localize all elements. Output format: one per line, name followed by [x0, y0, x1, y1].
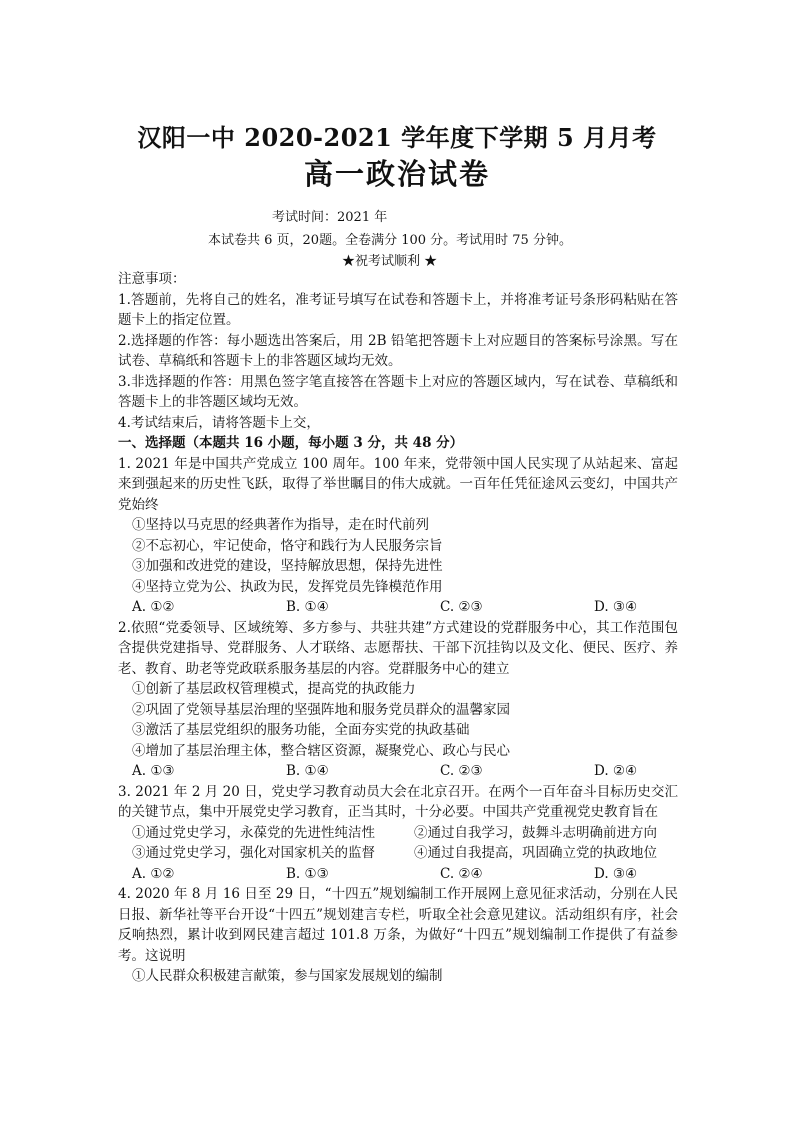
choice-d: D. ③④: [594, 599, 638, 615]
choice-c: C. ②④: [440, 865, 483, 882]
choice-b: B. ①④: [286, 599, 329, 615]
exam-subject-title: 高一政治试卷: [303, 157, 490, 191]
statement-option: ②通过自我学习，鼓舞斗志明确前进方向: [414, 824, 657, 841]
statement-option: ③加强和改进党的建设，坚持解放思想，保持先进性: [132, 558, 443, 574]
choice-b: B. ①③: [286, 865, 329, 882]
question-stem: 2.依照“党委领导、区域统筹、多方参与、共驻共建”方式建设的党群服务中心，其工作范围包含提供党建指导、党群服务、人才联络、志愿帮扶、干部下沉挂钩以及文化、便民、医疗、养老、教育、助老等党政联系服务基层的内容。党群服务中心的建立: [118, 619, 678, 677]
question-1: [118, 454, 678, 618]
choice-a: A. ①②: [132, 599, 175, 615]
statement-option: ④坚持立党为公、执政为民，发挥党员先锋模范作用: [132, 578, 443, 595]
choice-b: B. ①④: [286, 763, 329, 779]
question-stem: 1. 2021 年是中国共产党成立 100 周年。100 年来，党带领中国人民实现了从站起来、富起来到强起来的历史性飞跃，取得了举世瞩目的伟大成就。一百年任凭征途风云变幻，中国共产党始终: [118, 455, 678, 513]
choice-d: D. ③④: [594, 865, 638, 882]
answer-choices: [118, 761, 678, 782]
statement-option: ②不忘初心，牢记使命，恪守和践行为人民服务宗旨: [132, 537, 443, 554]
exam-title: 汉阳一中 2020-2021 学年度下学期 5 月月考: [137, 123, 657, 152]
question-4: [118, 884, 678, 987]
statement-option: ③激活了基层党组织的服务功能，全面夯实党的执政基础: [132, 722, 470, 738]
exam-wish: ★祝考试顺利 ★: [342, 254, 438, 269]
choice-a: A. ①②: [132, 865, 175, 882]
statement-option: ①坚持以马克思的经典著作为指导，走在时代前列: [132, 517, 429, 533]
statement-option-row: [118, 843, 678, 864]
choice-d: D. ②④: [594, 763, 638, 779]
note-item: 4.考试结束后，请将答题卡上交，: [118, 414, 320, 431]
exam-time: 考试时间：2021 年: [272, 210, 388, 225]
question-3: [118, 782, 678, 885]
question-2: [118, 618, 678, 782]
statement-option: ②巩固了党领导基层治理的坚强阵地和服务党员群众的温馨家园: [132, 701, 510, 718]
statement-option-row: [118, 823, 678, 844]
question-stem: 3. 2021 年 2 月 20 日，党史学习教育动员大会在北京召开。在两个一百年奋斗目标历史交汇的关键节点，集中开展党史学习教育，正当其时，十分必要。中国共产党重视党史教育旨在: [118, 783, 678, 820]
answer-choices: [118, 864, 678, 885]
section-heading: 一、选择题（本题共 16 小题，每小题 3 分，共 48 分）: [118, 435, 464, 451]
statement-option: ①通过党史学习，永葆党的先进性纯洁性: [132, 824, 375, 841]
notes-heading: 注意事项：: [118, 271, 186, 287]
question-stem: 4. 2020 年 8 月 16 日至 29 日，“十四五”规划编制工作开展网上意见征求活动，分别在人民日报、新华社等平台开设“十四五”规划建言专栏，听取全社会意见建议。活动组织有序，社会反响热烈，累计收到网民建言超过 101.8 万条，为做好“十四五”规划编制工作提供了有益参考。这说明: [118, 886, 678, 964]
statement-option: ④增加了基层治理主体，整合辖区资源，凝聚党心、政心与民心: [132, 742, 510, 759]
note-item: 3.非选择题的作答：用黑色签字笔直接答在答题卡上对应的答题区域内，写在试卷、草稿纸和答题卡上的非答题区域均无效。: [118, 373, 678, 410]
exam-info: 本试卷共 6 页，20题。全卷满分 100 分。考试用时 75 分钟。: [208, 233, 572, 248]
choice-c: C. ②③: [440, 763, 483, 779]
statement-option: ③通过党史学习，强化对国家机关的监督: [132, 845, 375, 861]
choice-c: C. ②③: [440, 599, 483, 615]
note-item: 2.选择题的作答：每小题选出答案后，用 2B 铅笔把答题卡上对应题目的答案标号涂黑。写在试卷、草稿纸和答题卡上的非答题区域均无效。: [118, 332, 678, 369]
statement-option: ①人民群众积极建言献策，参与国家发展规划的编制: [132, 968, 443, 984]
exam-body: [118, 269, 678, 987]
answer-choices: [118, 597, 678, 618]
statement-option: ④通过自我提高，巩固确立党的执政地位: [414, 845, 657, 861]
note-item: 1.答题前，先将自己的姓名，准考证号填写在试卷和答题卡上，并将准考证号条形码粘贴在答题卡上的指定位置。: [118, 291, 678, 328]
choice-a: A. ①③: [132, 763, 175, 779]
statement-option: ①创新了基层政权管理模式，提高党的执政能力: [132, 681, 416, 697]
